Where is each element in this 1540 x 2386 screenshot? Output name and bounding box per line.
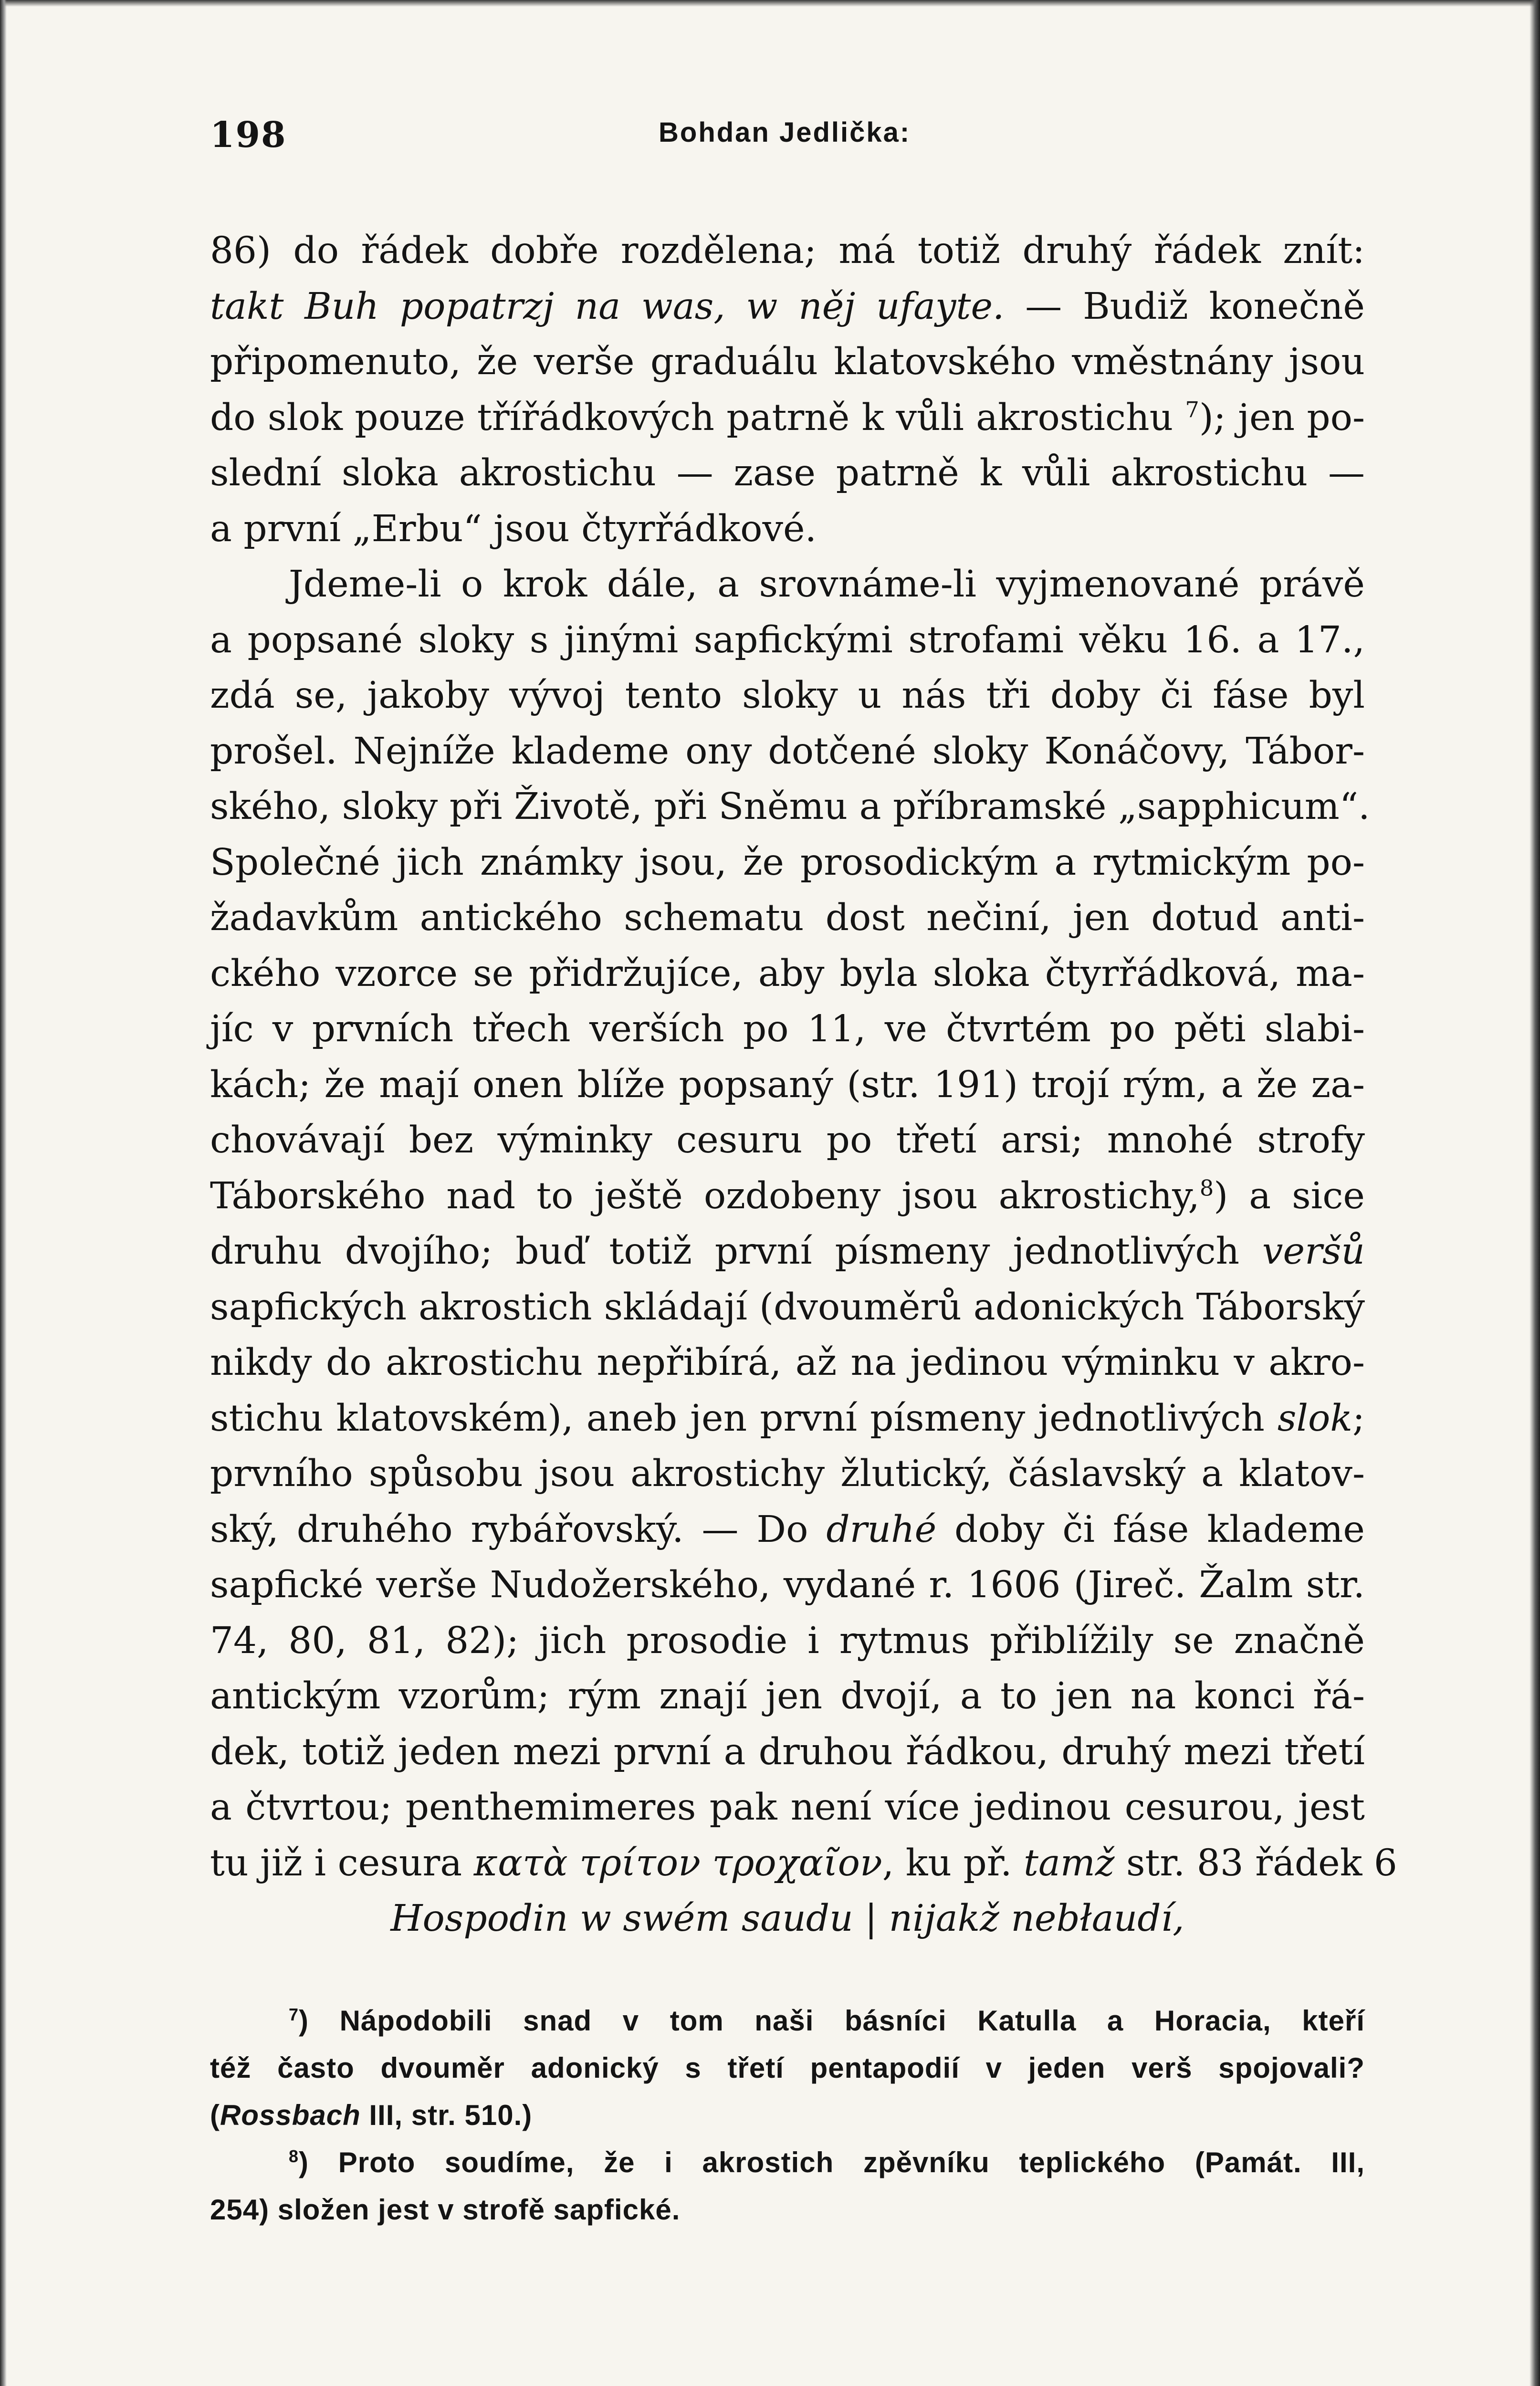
body-line: tu již i cesura κατὰ τρίτον τροχαῖον, ku př. tamž str. 83 řádek 6 [210, 1842, 1397, 1884]
footnote-ref: 7 [1185, 396, 1199, 422]
body-text [210, 223, 1397, 1947]
body-line: ský, druhého rybářovský. — Do druhé doby či fáse klademe [210, 1508, 1365, 1551]
page-number: 198 [210, 115, 287, 156]
footnote-8: $^8$) Proto soudíme, že i akrostich zpěvníku teplického (Památ. III, [289, 2146, 1365, 2178]
page-edge-top [0, 0, 1540, 7]
footnote-line: (Rossbach III, str. 510.) [210, 2099, 533, 2131]
footnote-7: $^7$) Nápodobili snad v tom naši básníci Katulla a Horacia, kteří [289, 2005, 1365, 2037]
body-line: slední sloka akrostichu — zase patrně k vůli akrostichu — [210, 452, 1365, 494]
body-line: dek, totiž jeden mezi první a druhou řádkou, druhý mezi třetí [210, 1730, 1365, 1773]
body-line: ského, sloky při Životě, při Sněmu a příbramské „sapphicum“. [210, 785, 1370, 828]
footnotes [210, 1997, 1365, 2233]
body-line: chovávají bez výminky cesuru po třetí arsi; mnohé strofy [210, 1119, 1365, 1162]
body-line: 86) do řádek dobře rozdělena; má totiž druhý řádek znít: [210, 230, 1365, 272]
footnote-line: též často dvouměr adonický s třetí pentapodií v jeden verš spojovali? [210, 2052, 1365, 2084]
body-line: sapfických akrostich skládají (dvouměrů adonických Táborský [210, 1286, 1365, 1329]
body-line: prošel. Nejníže klademe ony dotčené sloky Konáčovy, Tábor- [210, 730, 1365, 773]
body-line: Táborského nad to ještě ozdobeny jsou akrostichy,$^8$) a sice [210, 1174, 1365, 1217]
body-line: antickým vzorům; rým znají jen dvojí, a to jen na konci řá- [210, 1675, 1365, 1717]
body-line: a čtvrtou; penthemimeres pak není více jedinou cesurou, jest [210, 1786, 1365, 1829]
footnote-ref: 8 [1199, 1174, 1214, 1201]
body-line: nikdy do akrostichu nepřibírá, až na jedinou výminku v akro- [210, 1341, 1365, 1384]
body-line: druhu dvojího; buď totiž první písmeny jednotlivých veršů [210, 1230, 1365, 1273]
body-line: kách; že mají onen blíže popsaný (str. 191) trojí rým, a že za- [210, 1063, 1365, 1106]
body-line: žadavkům antického schematu dost nečiní, jen dotud anti- [210, 897, 1365, 939]
body-line: jíc v prvních třech verších po 11, ve čtvrtém po pěti slabi- [210, 1008, 1365, 1050]
body-line: stichu klatovském), aneb jen první písmeny jednotlivých slok; [210, 1397, 1365, 1440]
body-line: Jdeme-li o krok dále, a srovnáme-li vyjmenované právě [289, 563, 1365, 606]
verse-quote: Hospodin w swém saudu | nijakž nebłaudí, [390, 1897, 1184, 1940]
body-line: sapfické verše Nudožerského, vydané r. 1606 (Jireč. Žalm str. [210, 1564, 1365, 1606]
body-line: ckého vzorce se přidržujíce, aby byla sloka čtyrřádková, ma- [210, 952, 1365, 995]
footnote-line: 254) složen jest v strofě sapfické. [210, 2194, 681, 2226]
body-line: takt Buh popatrzj na was, w něj ufayte. — Budiž konečně [210, 285, 1365, 328]
body-line: prvního spůsobu jsou akrostichy žlutický, čáslavský a klatov- [210, 1453, 1365, 1495]
page-edge-right [1530, 0, 1540, 2386]
body-line: a první „Erbu“ jsou čtyrřádkové. [210, 507, 817, 550]
body-line: a popsané sloky s jinými sapfickými strofami věku 16. a 17., [210, 618, 1365, 661]
body-line: 74, 80, 81, 82); jich prosodie i rytmus přiblížily se značně [210, 1619, 1365, 1662]
body-line: zdá se, jakoby vývoj tento sloky u nás tři doby či fáse byl [210, 674, 1365, 717]
greek-phrase: κατὰ τρίτον τροχαῖον [473, 1842, 882, 1884]
quoted-verse: takt Buh popatrzj na was, w něj ufayte. [210, 285, 1005, 328]
page-edge-left [0, 0, 7, 2386]
running-head [210, 115, 1365, 167]
body-line: do slok pouze třířádkových patrně k vůli akrostichu $^7$); jen po- [210, 396, 1365, 439]
body-line: Společné jich známky jsou, že prosodickým a rytmickým po- [210, 841, 1365, 884]
body-line: připomenuto, že verše graduálu klatovského vměstnány jsou [210, 341, 1365, 383]
running-title: Bohdan Jedlička: [659, 117, 911, 148]
